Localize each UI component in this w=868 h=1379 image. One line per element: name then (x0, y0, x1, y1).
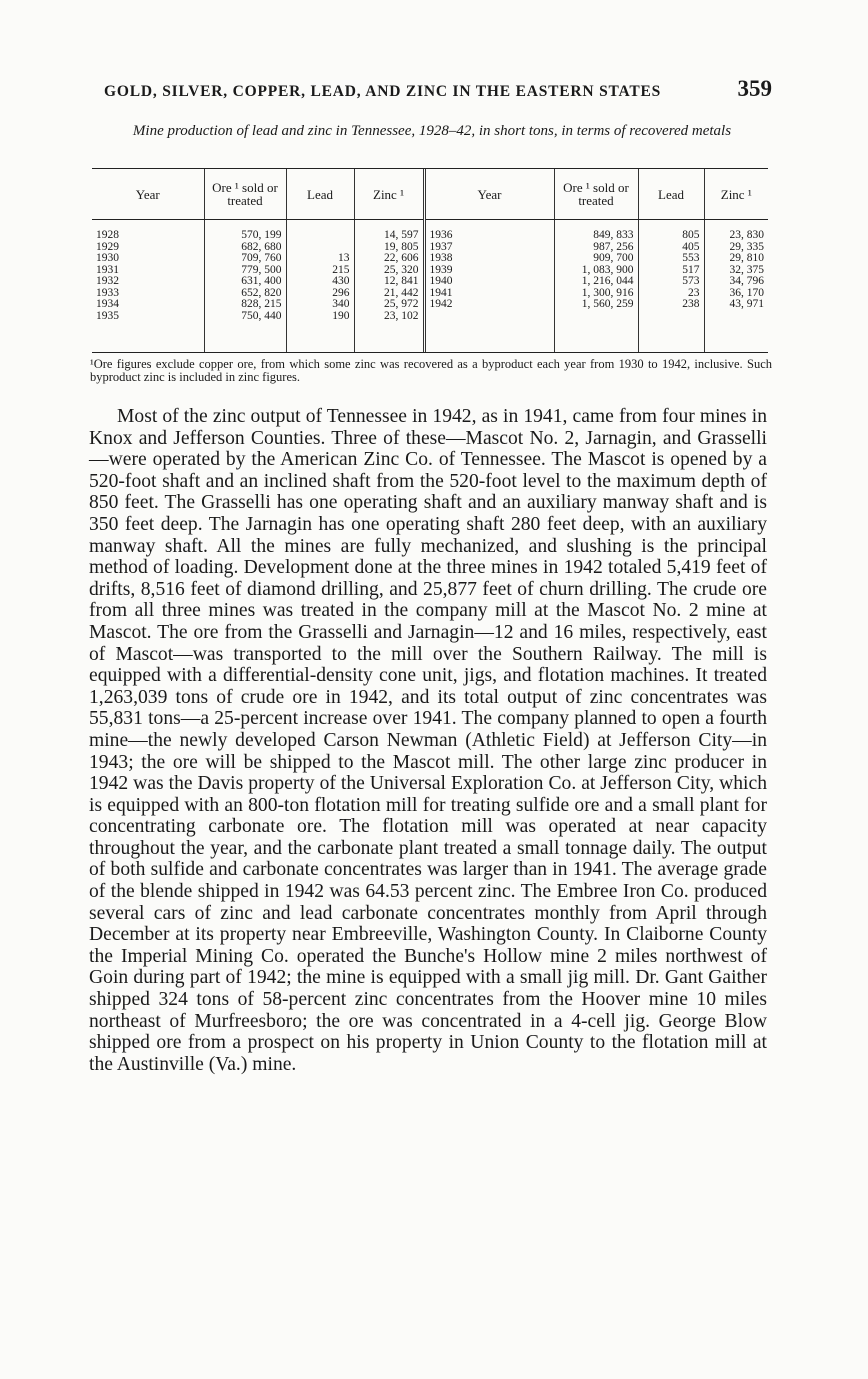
page-header (104, 76, 772, 102)
col-lead-right: Lead (638, 169, 704, 220)
table-header-row (92, 169, 768, 220)
zinc-left-values: 14, 597 19, 805 22, 606 25, 320 12, 841 21, 442 25, 972 23, 102 (384, 229, 419, 322)
col-ore-left: Ore ¹ sold or treated (204, 169, 286, 220)
col-year-right: Year (424, 169, 554, 220)
ore-right-values: 849, 833 987, 256 909, 700 1, 083, 900 1, 216, 044 1, 300, 916 1, 560, 259 (581, 229, 634, 310)
body-paragraph: Most of the zinc output of Tennessee in 1942, as in 1941, came from four mines in Knox and Jefferson Counties. Three of these—Mascot No. 2, Jarnagin, and Grasselli—were operated by the American Zinc Co. of Tennessee. The Mascot is opened by a 520-foot shaft and an inclined shaft from the 520-foot level to the maximum depth of 850 feet. The Grasselli has one operating shaft and an auxiliary manway shaft and is 350 feet deep. The Jarnagin has one operating shaft 280 feet deep, with an auxiliary manway shaft. All the mines are fully mechanized, and slushing is the principal method of loading. Development done at the three mines in 1942 totaled 5,419 feet of drifts, 8,516 feet of diamond drilling, and 25,877 feet of churn drilling. The crude ore from all three mines was treated in the company mill at the Mascot No. 2 mine at Mascot. The ore from the Grasselli and Jarnagin—12 and 16 miles, respectively, east of Mascot—was transported to the mill over the Southern Railway. The mill is equipped with a differential-density cone unit, jigs, and flotation machines. It treated 1,263,039 tons of crude ore in 1942, and its total output of zinc concentrates was 55,831 tons—a 25-percent increase over 1941. The company planned to open a fourth mine—the newly developed Carson Newman (Athletic Field) at Jefferson City—in 1943; the ore will be shipped to the Mascot mill. The other large zinc producer in 1942 was the Davis property of the Universal Exploration Co. at Jefferson City, which is equipped with an 800-ton flotation mill for treating sulfide ore and a small plant for concentrating carbonate ore. The flotation mill was operated at near capacity throughout the year, and the carbonate plant treated a small tonnage daily. The output of both sulfide and carbonate concentrates was larger than in 1941. The average grade of the blende shipped in 1942 was 64.53 percent zinc. The Embree Iron Co. produced several cars of zinc and lead carbonate concentrates monthly from April through December at its property near Embreeville, Washington County. In Claiborne County the Imperial Mining Co. operated the Bunche's Hollow mine 2 miles northwest of Goin during part of 1942; the mine is equipped with a small jig mill. Dr. Gant Gaither shipped 324 tons of 58-percent zinc concentrates from the Hoover mine 10 miles northeast of Murfreesboro; the ore was concentrated in a 4-cell jig. George Blow shipped ore from a prospect on his property in Union County to the flotation mill at the Austinville (Va.) mine. (89, 406, 767, 1075)
production-table (92, 168, 768, 353)
ore-left-values: 570, 199 682, 680 709, 760 779, 500 631, 400 652, 820 828, 215 750, 440 (241, 229, 282, 322)
col-ore-right: Ore ¹ sold or treated (554, 169, 638, 220)
col-year-left: Year (92, 169, 204, 220)
col-zinc-right: Zinc ¹ (704, 169, 768, 220)
table-footnote: ¹Ore figures exclude copper ore, from which some zinc was recovered as a byproduct each year from 1930 to 1942, inclusive. Such byproduct zinc is included in zinc figures. (90, 357, 772, 384)
table-caption: Mine production of lead and zinc in Tennessee, 1928–42, in short tons, in terms of recovered metals (132, 123, 732, 139)
running-title: GOLD, SILVER, COPPER, LEAD, AND ZINC IN THE EASTERN STATES (104, 83, 662, 100)
page-number: 359 (737, 76, 772, 101)
ore-left (204, 220, 286, 353)
years-left-values: 1928 1929 1930 1931 1932 1933 1934 1935 (96, 229, 119, 322)
ore-right (554, 220, 638, 353)
zinc-right-values: 23, 830 29, 335 29, 810 32, 375 34, 796 36, 170 43, 971 (729, 229, 764, 310)
years-left (92, 220, 204, 353)
lead-left-values: 13 215 430 296 340 190 (332, 252, 350, 322)
col-zinc-left: Zinc ¹ (354, 169, 424, 220)
lead-right (638, 220, 704, 353)
table-body-row (92, 220, 768, 353)
zinc-left (354, 220, 424, 353)
years-right-values: 1936 1937 1938 1939 1940 1941 1942 (429, 229, 453, 310)
lead-right-values: 805 405 553 517 573 23 238 (682, 229, 700, 310)
lead-left (286, 220, 354, 353)
zinc-right (704, 220, 768, 353)
years-right (424, 220, 554, 353)
col-lead-left: Lead (286, 169, 354, 220)
